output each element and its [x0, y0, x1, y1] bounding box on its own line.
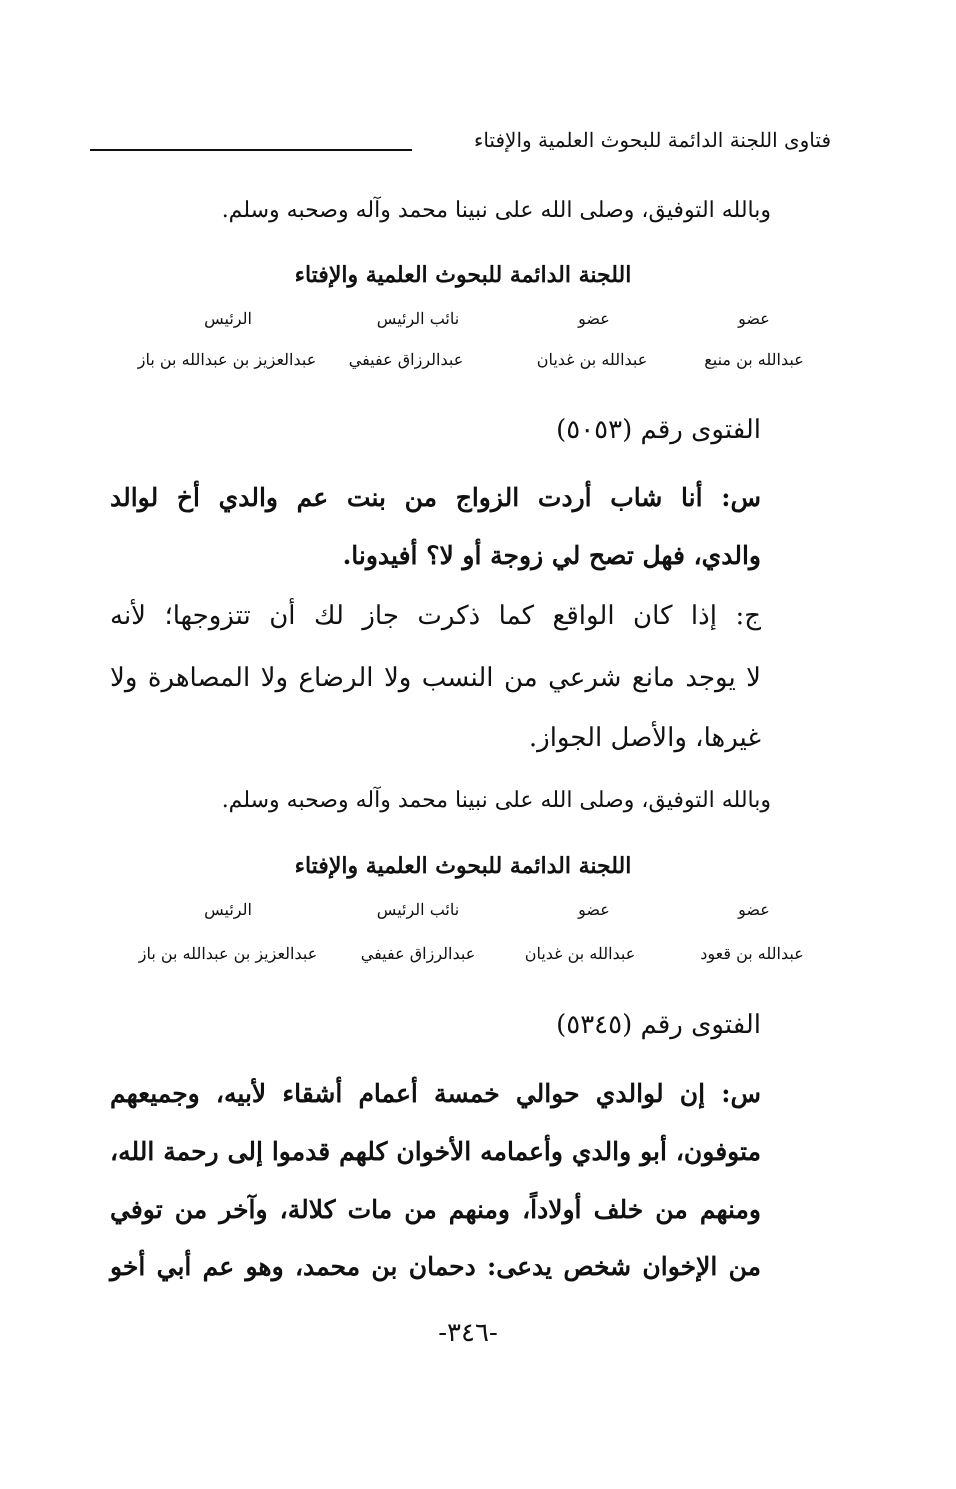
closing-prayer-2: وبالله التوفيق، وصلى الله على نبينا محمد وآله وصحبه وسلم.	[221, 788, 771, 813]
signature-roles-2	[0, 900, 956, 928]
role-member-1a: عضو	[738, 309, 770, 328]
name-member-2a: عبدالله بن قعود	[700, 944, 804, 963]
question-2-line-1: س: إن لوالدي حوالي خمسة أعمام أشقاء لأبيه، وجميعهم	[110, 1079, 761, 1108]
fatwa-number-1: الفتوى رقم (٥٠٥٣)	[556, 415, 761, 445]
answer-1-line-2: لا يوجد مانع شرعي من النسب ولا الرضاع ولا المصاهرة ولا	[110, 663, 761, 693]
role-member-1b: عضو	[578, 309, 610, 328]
role-president-1: الرئيس	[204, 309, 252, 328]
question-2-line-4: من الإخوان شخص يدعى: دحمان بن محمد، وهو عم أبي أخو	[110, 1252, 761, 1281]
name-vice-president-2: عبدالرزاق عفيفي	[360, 944, 476, 963]
header-title: فتاوى اللجنة الدائمة للبحوث العلمية والإفتاء	[473, 128, 831, 152]
signature-names-2	[0, 944, 956, 972]
question-2-line-2: متوفون، أبو والدي وأعمامه الأخوان كلهم قدموا إلى رحمة الله،	[110, 1137, 761, 1166]
name-member-2b: عبدالله بن غديان	[524, 944, 636, 963]
role-vice-president-2: نائب الرئيس	[376, 900, 460, 919]
header-rule	[90, 149, 412, 151]
name-vice-president-1: عبدالرزاق عفيفي	[348, 350, 464, 369]
fatwa-number-2: الفتوى رقم (٥٣٤٥)	[556, 1010, 761, 1040]
page-number: -٣٤٦-	[438, 1318, 498, 1348]
running-header	[90, 128, 831, 162]
role-member-2a: عضو	[738, 900, 770, 919]
name-president-2: عبدالعزيز بن عبدالله بن باز	[138, 944, 318, 963]
answer-1-line-3: غيرها، والأصل الجواز.	[528, 723, 761, 753]
question-1-line-2: والدي، فهل تصح لي زوجة أو لا؟ أفيدونا.	[342, 541, 761, 570]
question-2-line-3: ومنهم من خلف أولاداً، ومنهم من مات كلالة، وآخر من توفي	[110, 1195, 761, 1224]
signature-names-1	[0, 350, 956, 378]
question-1-line-1: س: أنا شاب أردت الزواج من بنت عم والدي أخ لوالد	[110, 483, 761, 512]
name-member-1b: عبدالله بن غديان	[536, 350, 648, 369]
name-president-1: عبدالعزيز بن عبدالله بن باز	[137, 350, 317, 369]
answer-1-line-1: ج: إذا كان الواقع كما ذكرت جاز لك أن تتزوجها؛ لأنه	[110, 601, 761, 631]
closing-prayer-1: وبالله التوفيق، وصلى الله على نبينا محمد وآله وصحبه وسلم.	[221, 198, 771, 223]
name-member-1a: عبدالله بن منيع	[704, 350, 804, 369]
signature-roles-1	[0, 309, 956, 337]
committee-name-2: اللجنة الدائمة للبحوث العلمية والإفتاء	[294, 853, 632, 879]
role-member-2b: عضو	[578, 900, 610, 919]
role-president-2: الرئيس	[204, 900, 252, 919]
role-vice-president-1: نائب الرئيس	[376, 309, 460, 328]
committee-name-1: اللجنة الدائمة للبحوث العلمية والإفتاء	[294, 262, 632, 288]
